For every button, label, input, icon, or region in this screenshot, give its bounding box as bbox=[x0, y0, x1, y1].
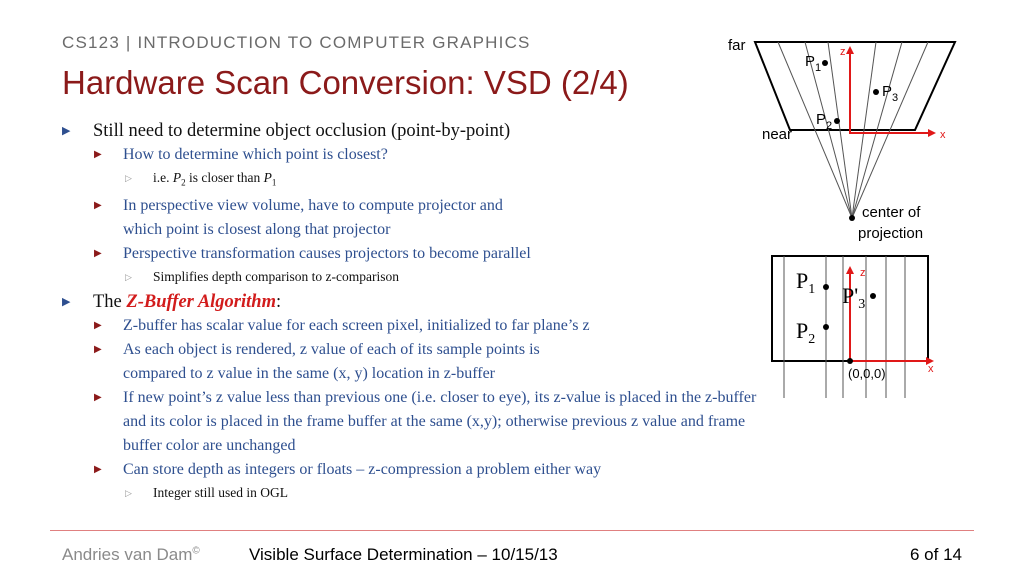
arrow-icon: ▷ bbox=[125, 271, 132, 282]
course-header: CS123 | INTRODUCTION TO COMPUTER GRAPHICS bbox=[62, 33, 531, 52]
arrow-icon: ▶ bbox=[94, 149, 102, 160]
z-label: z bbox=[860, 267, 866, 279]
bullet-level2: ▶ In perspective view volume, have to compute projector and which point is closest along that projector bbox=[62, 194, 962, 242]
arrow-icon: ▶ bbox=[94, 199, 102, 211]
arrow-icon: ▶ bbox=[62, 125, 71, 137]
x-label: x bbox=[940, 129, 946, 141]
arrow-icon: ▷ bbox=[125, 487, 132, 498]
bullet-level2: ▶ Perspective transformation causes projectors to become parallel bbox=[62, 242, 962, 266]
bullet-level3: ▷ Integer still used in OGL bbox=[62, 482, 962, 504]
bullet-level2: ▶ Can store depth as integers or floats – z-compression a problem either way bbox=[62, 458, 962, 482]
origin-label: (0,0,0) bbox=[848, 366, 886, 381]
bullet-level2: ▶ How to determine which point is closest? bbox=[62, 143, 962, 167]
bullet-level1: ▶ Still need to determine object occlusion (point-by-point) bbox=[62, 121, 511, 141]
bullet-level1: ▶ The Z-Buffer Algorithm: bbox=[62, 291, 282, 312]
parallel-diagram bbox=[772, 256, 934, 398]
bullet-level3: ▷ Simplifies depth comparison to z-comparison bbox=[62, 266, 962, 288]
bullet-level2: ▶ As each object is rendered, z value of each of its sample points is compared to z value in the same (x, y) location in z-buffer bbox=[62, 338, 962, 386]
center-label-1: center of bbox=[862, 204, 921, 221]
near-label: near bbox=[762, 126, 793, 143]
arrow-icon: ▶ bbox=[94, 343, 102, 355]
bullet-level2: ▶ Z-buffer has scalar value for each screen pixel, initialized to far plane’s z bbox=[62, 314, 962, 338]
arrow-icon: ▷ bbox=[125, 173, 132, 183]
center-point bbox=[849, 215, 855, 221]
p2-point bbox=[834, 118, 840, 124]
frustum bbox=[755, 42, 955, 130]
footer-title: Visible Surface Determination – 10/15/13 bbox=[249, 545, 558, 564]
bullet-level2: ▶ If new point’s z value less than previous one (i.e. closer to eye), its z-value is placed in the z-buffer and its color is placed in the frame buffer at the same (x,y); otherwise previous z value and frame buffer color are unchanged bbox=[62, 386, 962, 458]
p1-label: $P_1$ bbox=[796, 268, 816, 297]
arrow-icon: ▶ bbox=[94, 319, 102, 331]
p2-point bbox=[823, 324, 829, 330]
p2-label: $P_2$ bbox=[796, 318, 816, 347]
arrow-icon: ▶ bbox=[94, 247, 102, 259]
x-arrow-icon bbox=[928, 129, 936, 137]
slide-title: Hardware Scan Conversion: VSD (2/4) bbox=[62, 64, 629, 101]
z-arrow-icon bbox=[846, 266, 854, 274]
footer-author: Andries van Dam© bbox=[62, 545, 200, 564]
p1-point bbox=[822, 60, 828, 66]
arrow-icon: ▶ bbox=[62, 295, 71, 308]
p3-point bbox=[873, 89, 879, 95]
footer-divider bbox=[50, 530, 974, 531]
z-label: z bbox=[840, 46, 846, 58]
center-label-2: projection bbox=[858, 225, 924, 242]
origin-point bbox=[847, 358, 853, 364]
p2-label: $P_2$ bbox=[816, 111, 833, 132]
page-number: 6 of 14 bbox=[910, 545, 962, 564]
p1-point bbox=[823, 284, 829, 290]
arrow-icon: ▶ bbox=[94, 391, 102, 403]
z-arrow-icon bbox=[846, 46, 854, 54]
p3-label: $P'_3$ bbox=[842, 283, 866, 312]
p3-label: $P_3$ bbox=[882, 83, 899, 104]
p3-point bbox=[870, 293, 876, 299]
perspective-diagram bbox=[728, 37, 955, 242]
far-label: far bbox=[728, 37, 746, 54]
x-label: x bbox=[928, 363, 934, 375]
bullet-level3: ▷ i.e. $P_2$ is closer than $P_1$ bbox=[62, 167, 962, 194]
p1-label: $P_1$ bbox=[805, 53, 822, 74]
arrow-icon: ▶ bbox=[94, 463, 102, 475]
